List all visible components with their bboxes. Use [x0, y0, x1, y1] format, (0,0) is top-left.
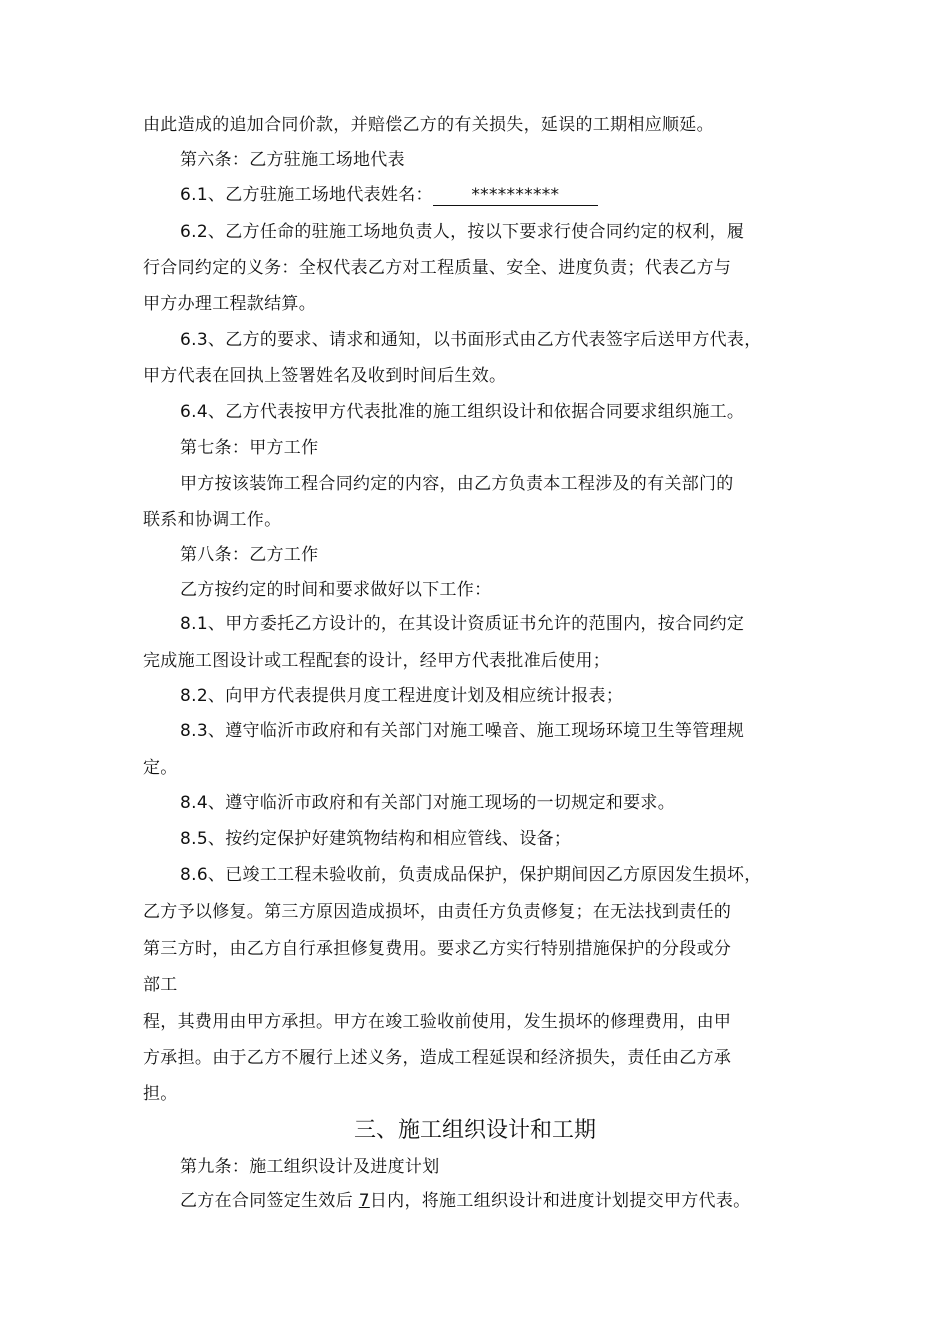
clause-6-3-line-2: 甲方代表在回执上签署姓名及收到时间后生效。	[143, 366, 507, 386]
clause-8-3-line-2: 定。	[143, 758, 178, 778]
article-7-text-line-2: 联系和协调工作。	[143, 510, 282, 530]
article-8-intro: 乙方按约定的时间和要求做好以下工作：	[180, 580, 492, 600]
article-9-text-prefix: 乙方在合同签定生效后	[180, 1191, 359, 1211]
article-8-heading: 第八条：乙方工作	[180, 545, 319, 565]
clause-8-6-line-7: 担。	[143, 1084, 178, 1104]
clause-6-3-line-1: 6.3、乙方的要求、请求和通知，以书面形式由乙方代表签字后送甲方代表，	[180, 330, 762, 350]
clause-8-6-line-1: 8.6、已竣工工程未验收前，负责成品保护，保护期间因乙方原因发生损坏，	[180, 865, 762, 885]
clause-8-3-line-1: 8.3、遵守临沂市政府和有关部门对施工噪音、施工现场环境卫生等管理规	[180, 721, 745, 741]
clause-8-1-line-1: 8.1、甲方委托乙方设计的，在其设计资质证书允许的范围内，按合同约定	[180, 614, 745, 634]
rep-name-field: **********	[433, 185, 598, 206]
clause-6-2-line-1: 6.2、乙方任命的驻施工场地负责人，按以下要求行使合同约定的权利，履	[180, 222, 745, 242]
clause-8-6-line-2: 乙方予以修复。第三方原因造成损坏，由责任方负责修复；在无法找到责任的	[143, 902, 732, 922]
article-9-text-suffix: 日内，将施工组织设计和进度计划提交甲方代表。	[369, 1191, 751, 1211]
article-9-text	[180, 1189, 870, 1213]
section-3-title: 三、施工组织设计和工期	[353, 1118, 596, 1143]
clause-8-5: 8.5、按约定保护好建筑物结构和相应管线、设备；	[180, 829, 572, 849]
clause-8-2: 8.2、向甲方代表提供月度工程进度计划及相应统计报表；	[180, 686, 624, 706]
article-7-text-line-1: 甲方按该装饰工程合同约定的内容，由乙方负责本工程涉及的有关部门的	[180, 474, 734, 494]
clause-6-4: 6.4、乙方代表按甲方代表批准的施工组织设计和依据合同要求组织施工。	[180, 402, 745, 422]
submission-days: 7	[358, 1191, 370, 1211]
clause-6-2-line-3: 甲方办理工程款结算。	[143, 294, 316, 314]
clause-8-1-line-2: 完成施工图设计或工程配套的设计，经甲方代表批准后使用；	[143, 651, 611, 671]
clause-8-6-line-4: 部工	[143, 975, 178, 995]
clause-6-1-label: 6.1、乙方驻施工场地代表姓名：	[180, 185, 433, 205]
article-7-heading: 第七条：甲方工作	[180, 438, 319, 458]
clause-8-6-line-3: 第三方时，由乙方自行承担修复费用。要求乙方实行特别措施保护的分段或分	[143, 939, 732, 959]
article-9-heading: 第九条：施工组织设计及进度计划	[180, 1157, 440, 1177]
clause-6-1	[180, 183, 870, 207]
clause-8-4: 8.4、遵守临沂市政府和有关部门对施工现场的一切规定和要求。	[180, 793, 676, 813]
paragraph-line: 由此造成的追加合同价款，并赔偿乙方的有关损失，延误的工期相应顺延。	[143, 115, 714, 135]
clause-8-6-line-5: 程，其费用由甲方承担。甲方在竣工验收前使用，发生损坏的修理费用，由甲	[143, 1012, 732, 1032]
article-6-heading: 第六条：乙方驻施工场地代表	[180, 150, 405, 170]
clause-8-6-line-6: 方承担。由于乙方不履行上述义务，造成工程延误和经济损失，责任由乙方承	[143, 1048, 732, 1068]
clause-6-2-line-2: 行合同约定的义务：全权代表乙方对工程质量、安全、进度负责；代表乙方与	[143, 258, 732, 278]
